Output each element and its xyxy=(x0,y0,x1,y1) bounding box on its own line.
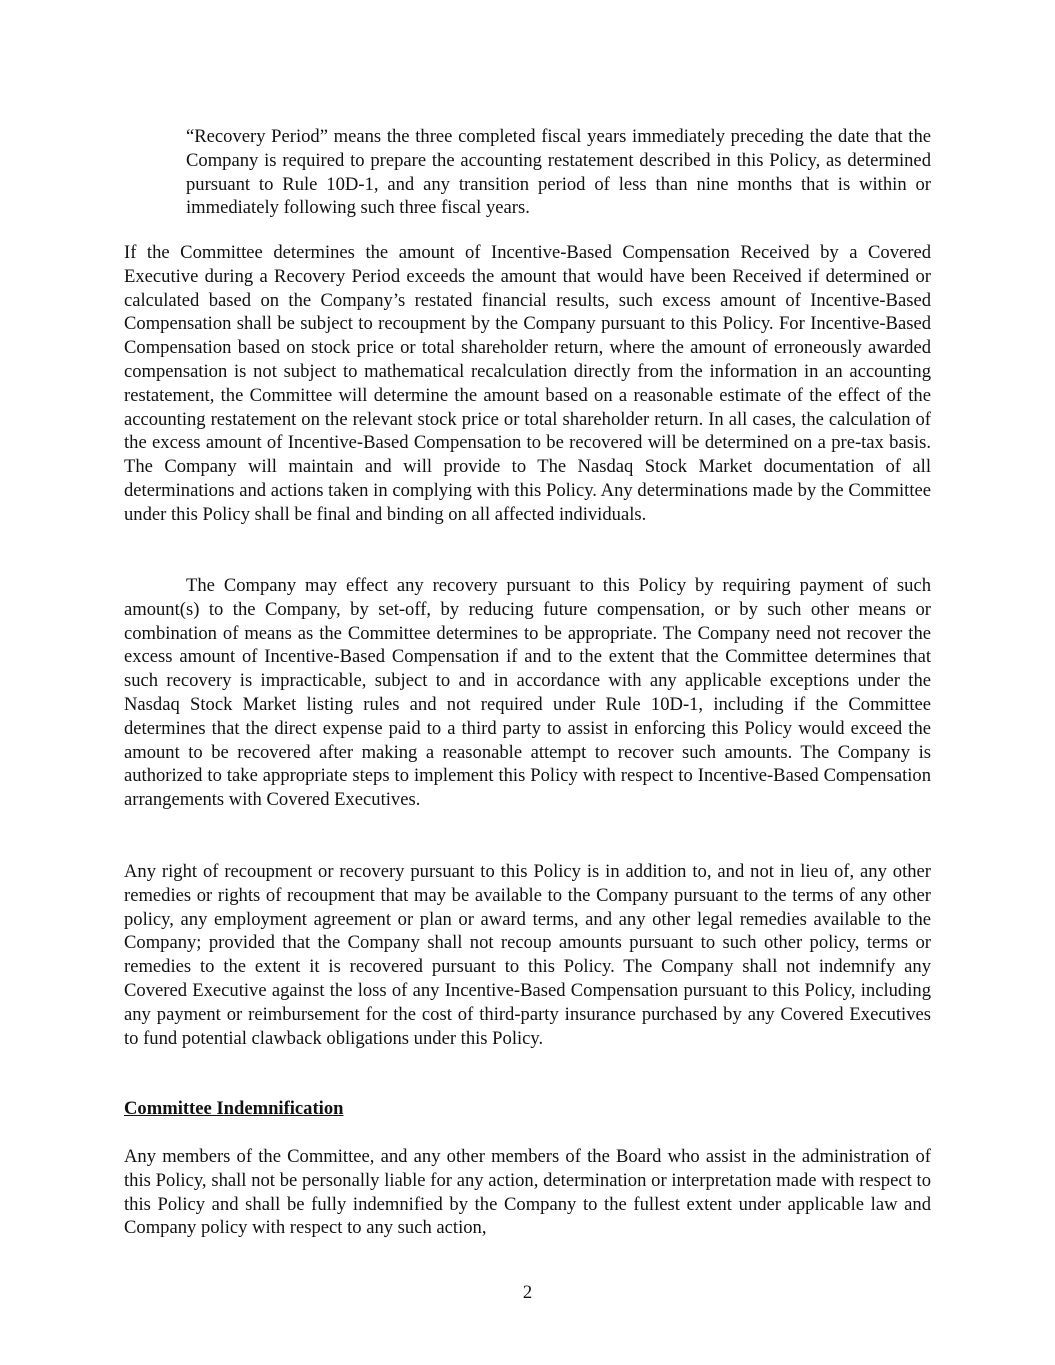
paragraph-excess-amount: If the Committee determines the amount of Incentive-Based Compensation Received by a Covered Executive during a Recovery Period exceeds the amount that would have been Received if determined or calculated based on the Company’s restated financial results, such excess amount of Incentive-Based Compensation shall be subject to recoupment by the Company pursuant to this Policy. For Incentive-Based Compensation based on stock price or total shareholder return, where the amount of erroneously awarded compensation is not subject to mathematical recalculation directly from the information in an accounting restatement, the Committee will determine the amount based on a reasonable estimate of the effect of the accounting restatement on the relevant stock price or total shareholder return. In all cases, the calculation of the excess amount of Incentive-Based Compensation to be recovered will be determined on a pre-tax basis. The Company will maintain and will provide to The Nasdaq Stock Market documentation of all determinations and actions taken in complying with this Policy. Any determinations made by the Committee under this Policy shall be final and binding on all affected individuals. xyxy=(124,242,931,525)
section-heading-committee-indemnification: Committee Indemnification xyxy=(124,1098,344,1119)
recovery-period-definition: “Recovery Period” means the three completed fiscal years immediately preceding the date that the Company is required to prepare the accounting restatement described in this Policy, as determined pursuant to Rule 10D-1, and any transition period of less than nine months that is within or immediately following such three fiscal years. xyxy=(186,126,931,219)
paragraph-other-remedies: Any right of recoupment or recovery pursuant to this Policy is in addition to, and not in lieu of, any other remedies or rights of recoupment that may be available to the Company pursuant to the terms of any other policy, any employment agreement or plan or award terms, and any other legal remedies available to the Company; provided that the Company shall not recoup amounts pursuant to such other policy, terms or remedies to the extent it is recovered pursuant to this Policy. The Company shall not indemnify any Covered Executive against the loss of any Incentive-Based Compensation pursuant to this Policy, including any payment or reimbursement for the cost of third-party insurance purchased by any Covered Executives to fund potential clawback obligations under this Policy. xyxy=(124,861,931,1049)
paragraph-recovery-methods: The Company may effect any recovery pursuant to this Policy by requiring payment of such amount(s) to the Company, by set-off, by reducing future compensation, or by such other means or combination of means as the Committee determines to be appropriate. The Company need not recover the excess amount of Incentive-Based Compensation if and to the extent that the Committee determines that such recovery is impracticable, subject to and in accordance with any applicable exceptions under the Nasdaq Stock Market listing rules and not required under Rule 10D-1, including if the Committee determines that the direct expense paid to a third party to assist in enforcing this Policy would exceed the amount to be recovered after making a reasonable attempt to recover such amounts. The Company is authorized to take appropriate steps to implement this Policy with respect to Incentive-Based Compensation arrangements with Covered Executives. xyxy=(124,575,931,811)
page-number: 2 xyxy=(522,1282,533,1303)
paragraph-indemnification: Any members of the Committee, and any other members of the Board who assist in the administration of this Policy, shall not be personally liable for any action, determination or interpretation made with respect to this Policy and shall be fully indemnified by the Company to the fullest extent under applicable law and Company policy with respect to any such action, xyxy=(124,1146,931,1239)
